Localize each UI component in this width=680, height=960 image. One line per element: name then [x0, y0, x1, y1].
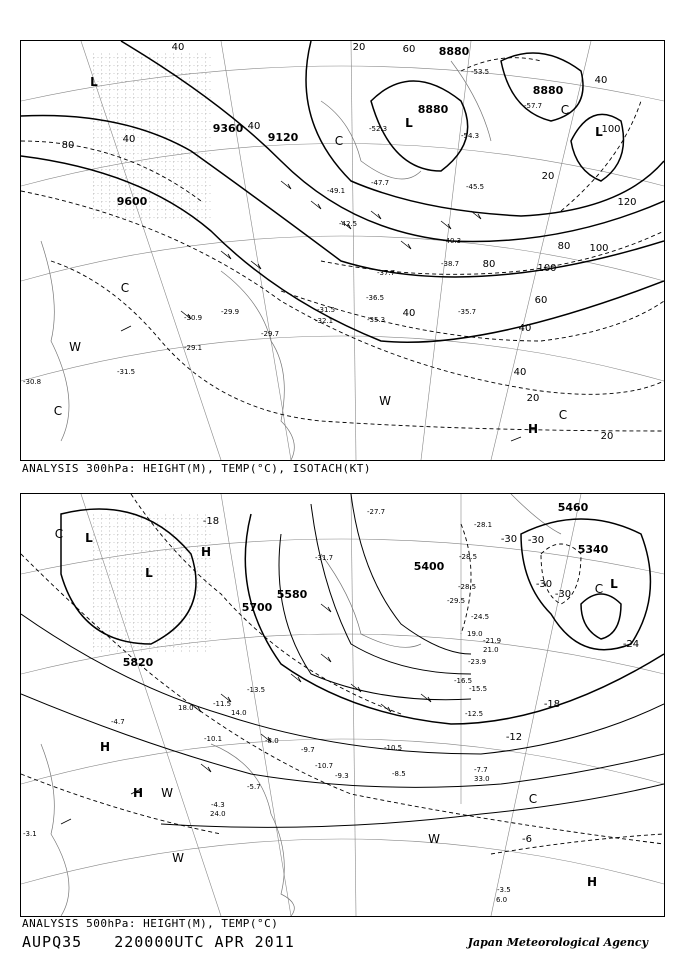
- cold-center: C: [54, 527, 64, 541]
- low-center: L: [145, 566, 153, 580]
- low-center: L: [90, 75, 98, 89]
- temp-contour-label: -6: [522, 834, 532, 845]
- map-300hpa-svg: [21, 41, 664, 460]
- station-value: -21.9: [483, 637, 502, 645]
- temp-label: -57.7: [524, 102, 543, 110]
- isotach-label: 40: [171, 42, 185, 53]
- caption-500hpa: ANALYSIS 500hPa: HEIGHT(M), TEMP(°C): [22, 917, 279, 930]
- temp-contour-label: -12: [505, 732, 523, 743]
- cold-center: C: [120, 281, 130, 295]
- station-value: -11.5: [213, 700, 232, 708]
- station-value: -8.5: [392, 770, 406, 778]
- isotach-label: 20: [352, 42, 366, 53]
- cold-center: C: [594, 582, 604, 596]
- warm-center: W: [172, 851, 184, 865]
- station-value: -15.5: [469, 685, 488, 693]
- temp-label: -31.5: [117, 368, 136, 376]
- cold-center: C: [334, 134, 344, 148]
- temp-contour-label: -18: [543, 699, 561, 710]
- station-value: -28.5: [458, 583, 477, 591]
- temp-label: -38.7: [441, 260, 460, 268]
- cold-center: C: [528, 792, 538, 806]
- station-value: -13.5: [247, 686, 266, 694]
- isotach-label: 80: [557, 241, 571, 252]
- isotach-label: 100: [601, 124, 621, 135]
- temp-contour-label: -30: [554, 589, 572, 600]
- height-label: 9600: [116, 195, 148, 208]
- temp-contour-label: -30: [500, 534, 518, 545]
- isotach-label: 60: [534, 295, 548, 306]
- temp-label: -37.7: [377, 269, 396, 277]
- station-value: 14.0: [231, 709, 247, 717]
- warm-center: W: [379, 394, 391, 408]
- temp-contour-label: -24: [622, 639, 640, 650]
- temp-label: -31.5: [317, 306, 336, 314]
- isotach-label: 120: [617, 197, 637, 208]
- low-center: L: [405, 116, 413, 130]
- isotach-label: 100: [537, 263, 557, 274]
- warm-center: W: [69, 340, 81, 354]
- station-value: -29.5: [447, 597, 466, 605]
- temp-label: -54.3: [461, 132, 480, 140]
- isotach-label: 80: [61, 140, 75, 151]
- isotach-label: 60: [402, 44, 416, 55]
- station-value: -12.5: [465, 710, 484, 718]
- temp-label: -35.3: [367, 316, 386, 324]
- isotach-label: 100: [589, 243, 609, 254]
- height-label: 9360: [212, 122, 244, 135]
- station-value: -28.1: [474, 521, 493, 529]
- station-value: -23.9: [468, 658, 487, 666]
- temp-label: -35.7: [458, 308, 477, 316]
- temp-label: -53.5: [471, 68, 490, 76]
- station-value: -10.5: [384, 744, 403, 752]
- station-value: -9.3: [335, 772, 349, 780]
- warm-center: W: [161, 786, 173, 800]
- map-500hpa-svg: [21, 494, 664, 916]
- isotach-label: 40: [122, 134, 136, 145]
- cold-center: C: [53, 404, 63, 418]
- temp-label: -42.5: [339, 220, 358, 228]
- isotach-label: 20: [600, 431, 614, 442]
- height-label: 8880: [532, 84, 564, 97]
- station-value: -4.3: [211, 801, 225, 809]
- isotach-label: 40: [518, 323, 532, 334]
- caption-300hpa: ANALYSIS 300hPa: HEIGHT(M), TEMP(°C), ISOTACH(KT): [22, 462, 372, 475]
- isotach-label: 20: [541, 171, 555, 182]
- chart-header: [22, 933, 317, 951]
- station-value: 19.0: [467, 630, 483, 638]
- temp-contour-label: -30: [527, 535, 545, 546]
- high-center: H: [200, 545, 212, 559]
- height-label: 9120: [267, 131, 299, 144]
- cold-center: C: [560, 103, 570, 117]
- station-value: -27.7: [367, 508, 386, 516]
- height-label: 8880: [417, 103, 449, 116]
- station-value: -8.0: [265, 737, 279, 745]
- terrain-hatch: [91, 514, 211, 654]
- temp-label: -47.7: [371, 179, 390, 187]
- temp-label: -29.7: [261, 330, 280, 338]
- station-value: -10.1: [204, 735, 223, 743]
- station-value: -4.7: [111, 718, 125, 726]
- valid-time: 220000UTC APR 2011: [114, 933, 295, 951]
- temp-label: -49.1: [327, 187, 346, 195]
- temp-label: -36.5: [366, 294, 385, 302]
- high-center: H: [132, 786, 144, 800]
- temp-label: -32.1: [315, 317, 334, 325]
- station-value: -5.7: [247, 783, 261, 791]
- station-value: 18.0: [178, 704, 194, 712]
- station-value: -31.7: [315, 554, 334, 562]
- temp-label: -30.9: [184, 314, 203, 322]
- isotach-label: 40: [247, 121, 261, 132]
- low-center: L: [610, 577, 618, 591]
- height-label: 5580: [276, 588, 308, 601]
- height-label: 8880: [438, 45, 470, 58]
- height-label: 5820: [122, 656, 154, 669]
- height-label: 5340: [577, 543, 609, 556]
- station-value: -28.5: [459, 553, 478, 561]
- temp-contour-label: -18: [202, 516, 220, 527]
- station-value: -7.7: [474, 766, 488, 774]
- station-value: 33.0: [474, 775, 490, 783]
- isotach-label: 40: [402, 308, 416, 319]
- low-center: L: [595, 125, 603, 139]
- temp-label: -52.3: [369, 125, 388, 133]
- high-center: H: [586, 875, 598, 889]
- temp-label: -40.3: [443, 237, 462, 245]
- height-label: 5460: [557, 501, 589, 514]
- warm-center: W: [428, 832, 440, 846]
- chart-code: AUPQ35: [22, 933, 83, 951]
- station-value: 21.0: [483, 646, 499, 654]
- high-center: H: [99, 740, 111, 754]
- isotach-label: 40: [513, 367, 527, 378]
- station-value: -3.1: [23, 830, 37, 838]
- isotach-label: 80: [482, 259, 496, 270]
- station-value: -16.5: [454, 677, 473, 685]
- low-center: L: [85, 531, 93, 545]
- isotach-label: 40: [594, 75, 608, 86]
- agency-credit: Japan Meteorological Agency: [467, 936, 648, 949]
- station-value: -9.7: [301, 746, 315, 754]
- temp-label: -30.8: [23, 378, 42, 386]
- height-label: 5400: [413, 560, 445, 573]
- height-label: 5700: [241, 601, 273, 614]
- map-panel-500hpa: [20, 493, 665, 917]
- station-value: 24.0: [210, 810, 226, 818]
- high-center: H: [527, 422, 539, 436]
- cold-center: C: [558, 408, 568, 422]
- station-value: 6.0: [496, 896, 508, 904]
- map-panel-300hpa: [20, 40, 665, 461]
- station-value: -24.5: [471, 613, 490, 621]
- station-value: -3.5: [497, 886, 511, 894]
- station-value: -10.7: [315, 762, 334, 770]
- temp-label: -45.5: [466, 183, 485, 191]
- temp-contour-label: -30: [535, 579, 553, 590]
- isotach-label: 20: [526, 393, 540, 404]
- temp-label: -29.1: [184, 344, 203, 352]
- temp-label: -29.9: [221, 308, 240, 316]
